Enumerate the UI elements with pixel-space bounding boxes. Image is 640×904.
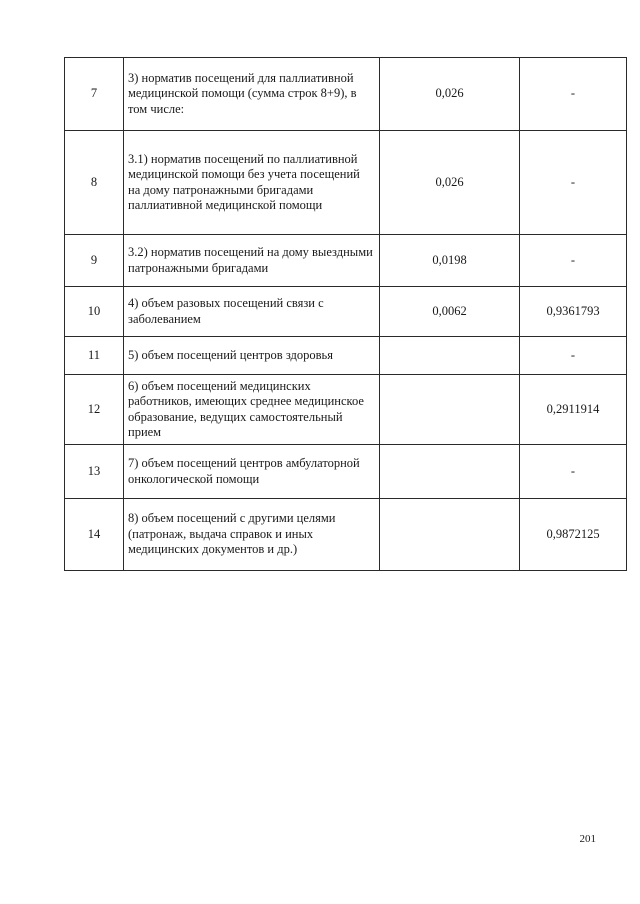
row-number: 9 bbox=[65, 235, 124, 287]
norms-table bbox=[64, 57, 627, 571]
row-value-volume: - bbox=[520, 445, 627, 499]
row-value-volume: - bbox=[520, 337, 627, 375]
row-number: 14 bbox=[65, 499, 124, 571]
row-number: 11 bbox=[65, 337, 124, 375]
row-value-volume: 0,2911914 bbox=[520, 375, 627, 445]
row-value-norm bbox=[380, 375, 520, 445]
row-value-volume: - bbox=[520, 58, 627, 131]
row-number: 8 bbox=[65, 131, 124, 235]
row-description: 7) объем посещений центров амбулаторной онкологической помощи bbox=[124, 445, 380, 499]
row-value-norm: 0,0062 bbox=[380, 287, 520, 337]
row-description: 8) объем посещений с другими целями (патронаж, выдача справок и иных медицинских документов и др.) bbox=[124, 499, 380, 571]
row-value-norm bbox=[380, 499, 520, 571]
table-row bbox=[65, 337, 627, 375]
row-number: 7 bbox=[65, 58, 124, 131]
row-description: 3.2) норматив посещений на дому выездными патронажными бригадами bbox=[124, 235, 380, 287]
table-row bbox=[65, 287, 627, 337]
norms-table-container bbox=[64, 57, 600, 571]
table-row bbox=[65, 445, 627, 499]
row-value-norm: 0,026 bbox=[380, 131, 520, 235]
row-value-volume: 0,9872125 bbox=[520, 499, 627, 571]
table-row bbox=[65, 499, 627, 571]
table-row bbox=[65, 375, 627, 445]
row-description: 3) норматив посещений для паллиативной медицинской помощи (сумма строк 8+9), в том числе: bbox=[124, 58, 380, 131]
row-value-norm bbox=[380, 337, 520, 375]
row-value-norm: 0,0198 bbox=[380, 235, 520, 287]
row-description: 5) объем посещений центров здоровья bbox=[124, 337, 380, 375]
row-number: 12 bbox=[65, 375, 124, 445]
row-description: 3.1) норматив посещений по паллиативной медицинской помощи без учета посещений на дому патронажными бригадами паллиативной медицинской помощи bbox=[124, 131, 380, 235]
row-value-norm: 0,026 bbox=[380, 58, 520, 131]
table-row bbox=[65, 58, 627, 131]
row-value-norm bbox=[380, 445, 520, 499]
row-value-volume: 0,9361793 bbox=[520, 287, 627, 337]
row-value-volume: - bbox=[520, 235, 627, 287]
row-description: 6) объем посещений медицинских работников, имеющих среднее медицинское образование, ведущих самостоятельный прием bbox=[124, 375, 380, 445]
row-description: 4) объем разовых посещений связи с заболеванием bbox=[124, 287, 380, 337]
row-number: 13 bbox=[65, 445, 124, 499]
table-row bbox=[65, 235, 627, 287]
row-number: 10 bbox=[65, 287, 124, 337]
row-value-volume: - bbox=[520, 131, 627, 235]
table-row bbox=[65, 131, 627, 235]
page-number: 201 bbox=[579, 833, 596, 845]
